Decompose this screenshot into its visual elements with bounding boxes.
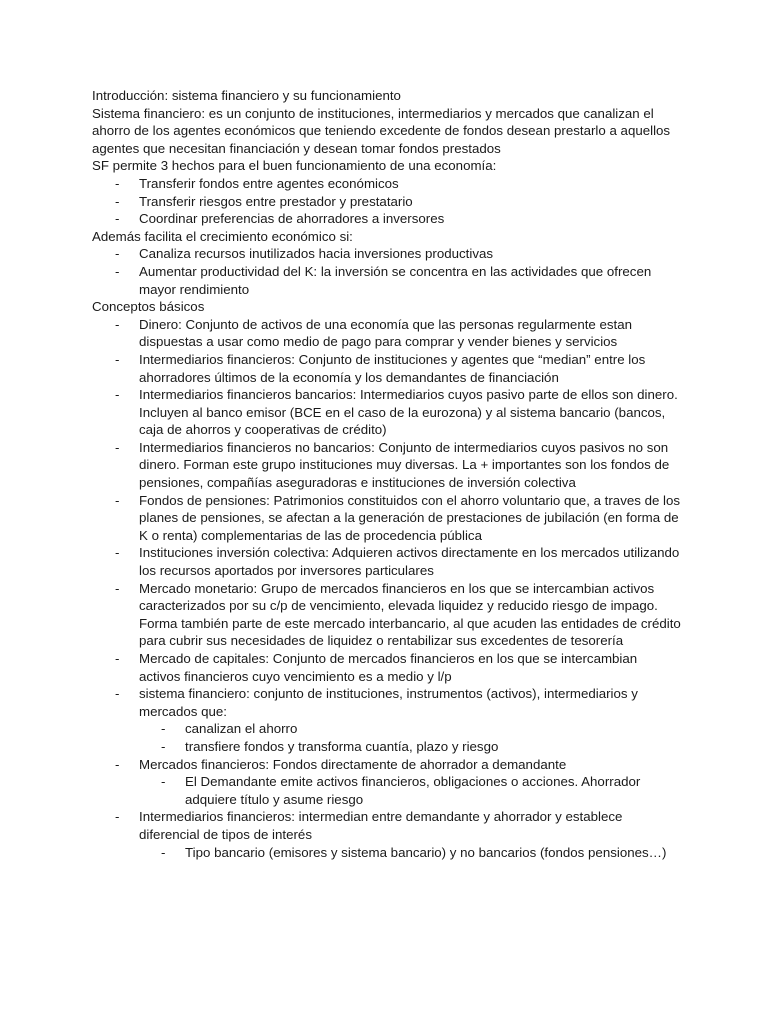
list-item-text: Intermediarios financieros: Conjunto de instituciones y agentes que “median” entre los ahorradores últimos de la economía y los demandantes de financiación [139, 351, 646, 385]
list-item-text: Canaliza recursos inutilizados hacia inversiones productivas [139, 246, 494, 262]
dash-bullet: - [161, 721, 166, 737]
dash-bullet: - [115, 351, 120, 367]
sub-list-item [139, 738, 682, 756]
list-item [92, 210, 682, 228]
list-item-text: Intermediarios financieros bancarios: Intermediarios cuyos pasivo parte de ellos son dinero. Incluyen al banco emisor (BCE en el caso de la eurozona) y al sistema bancario (bancos, caja de ahorros y cooperativas de crédito) [139, 387, 678, 438]
list-item [92, 386, 682, 439]
list-item-text: Transferir fondos entre agentes económicos [139, 175, 399, 191]
dash-bullet: - [161, 844, 166, 860]
sub-list-item-text: El Demandante emite activos financieros, obligaciones o acciones. Ahorrador adquiere título y asume riesgo [185, 774, 641, 807]
conceptos-list [92, 316, 682, 861]
dash-bullet: - [115, 756, 120, 772]
dash-bullet: - [115, 580, 120, 596]
list-item [92, 175, 682, 193]
dash-bullet: - [115, 316, 120, 332]
list-item [92, 544, 682, 579]
dash-bullet: - [115, 263, 120, 279]
dash-bullet: - [115, 545, 120, 561]
list-item [92, 245, 682, 263]
dash-bullet: - [115, 193, 120, 209]
document-title: Introducción: sistema financiero y su funcionamiento [92, 88, 401, 103]
sub-list-item [139, 773, 682, 808]
list-item [92, 492, 682, 545]
list-item [92, 650, 682, 685]
list-item-text: Intermediarios financieros: intermedian entre demandante y ahorrador y establece diferencial de tipos de interés [139, 809, 623, 842]
sub-list-item-text: transfiere fondos y transforma cuantía, plazo y riesgo [185, 738, 499, 754]
list-item-text: Mercado monetario: Grupo de mercados financieros en los que se intercambian activos caracterizados por su c/p de vencimiento, elevada liquidez y reducido riesgo de impago. Forma también parte de este mercado interbancario, al que acuden las entidades de crédito para cubrir sus necesidades de liquidez o rentabilizar sus excedentes de tesorería [139, 580, 681, 649]
dash-bullet: - [115, 439, 120, 455]
list-item-mercados-financieros [92, 756, 682, 809]
dash-bullet: - [115, 809, 120, 825]
list-item-text: Coordinar preferencias de ahorradores a inversores [139, 211, 445, 227]
document-page [92, 87, 682, 861]
list-item [92, 316, 682, 351]
intermediarios-sublist [139, 844, 682, 862]
dash-bullet: - [161, 738, 166, 754]
hechos-list [92, 175, 682, 228]
list-item-text: Instituciones inversión colectiva: Adquieren activos directamente en los mercados utilizando los recursos aportados por inversores particulares [139, 545, 680, 579]
list-item-text: Transferir riesgos entre prestador y prestatario [139, 193, 413, 209]
sub-list-item [139, 720, 682, 738]
list-item-text: sistema financiero: conjunto de instituciones, instrumentos (activos), intermediarios y mercados que: [139, 686, 638, 719]
crecimiento-list [92, 245, 682, 298]
hechos-intro: SF permite 3 hechos para el buen funcionamiento de una economía: [92, 158, 497, 174]
sub-list-item [139, 844, 682, 862]
conceptos-heading: Conceptos básicos [92, 299, 205, 315]
mercados-sublist [139, 773, 682, 808]
dash-bullet: - [115, 492, 120, 508]
list-item-text: Dinero: Conjunto de activos de una economía que las personas regularmente estan dispuestas a usar como medio de pago para comprar y vender bienes y servicios [139, 316, 633, 350]
list-item [92, 439, 682, 492]
dash-bullet: - [115, 211, 120, 227]
dash-bullet: - [115, 651, 120, 666]
list-item-text: Aumentar productividad del K: la inversión se concentra en las actividades que ofrecen mayor rendimiento [139, 263, 652, 297]
dash-bullet: - [115, 175, 120, 191]
crecimiento-intro: Además facilita el crecimiento económico si: [92, 228, 353, 244]
list-item-sistema-financiero [92, 685, 682, 755]
list-item-text: Mercados financieros: Fondos directamente de ahorrador a demandante [139, 756, 567, 772]
dash-bullet: - [115, 387, 120, 403]
list-item [92, 193, 682, 211]
sub-list-item-text: Tipo bancario (emisores y sistema bancario) y no bancarios (fondos pensiones…) [185, 844, 667, 860]
sub-list-item-text: canalizan el ahorro [185, 721, 298, 737]
definition-paragraph: Sistema financiero: es un conjunto de instituciones, intermediarios y mercados que canalizan el ahorro de los agentes económicos que teniendo excedente de fondos desean prestarlo a aquellos agentes que necesitan financiación y desean tomar fondos prestados [92, 105, 671, 156]
sistema-sublist [139, 720, 682, 755]
list-item [92, 263, 682, 298]
dash-bullet: - [161, 774, 166, 790]
list-item-text: Fondos de pensiones: Patrimonios constituidos con el ahorro voluntario que, a traves de los planes de pensiones, se afectan a la generación de prestaciones de jubilación (en forma de K o renta) complementarias de las de procedencia pública [139, 492, 681, 543]
list-item [92, 580, 682, 650]
dash-bullet: - [115, 246, 120, 262]
list-item-text: Intermediarios financieros no bancarios: Conjunto de intermediarios cuyos pasivos no son dinero. Forman este grupo instituciones muy diversas. La + importantes son los fondos de pensiones, compañías aseguradoras e instituciones de inversión colectiva [139, 439, 670, 491]
list-item [92, 351, 682, 386]
list-item-intermediarios-financieros [92, 808, 682, 861]
list-item-text: Mercado de capitales: Conjunto de mercados financieros en los que se intercambian activos financieros cuyo vencimiento es a medio y l/p [139, 651, 638, 684]
dash-bullet: - [115, 686, 120, 702]
